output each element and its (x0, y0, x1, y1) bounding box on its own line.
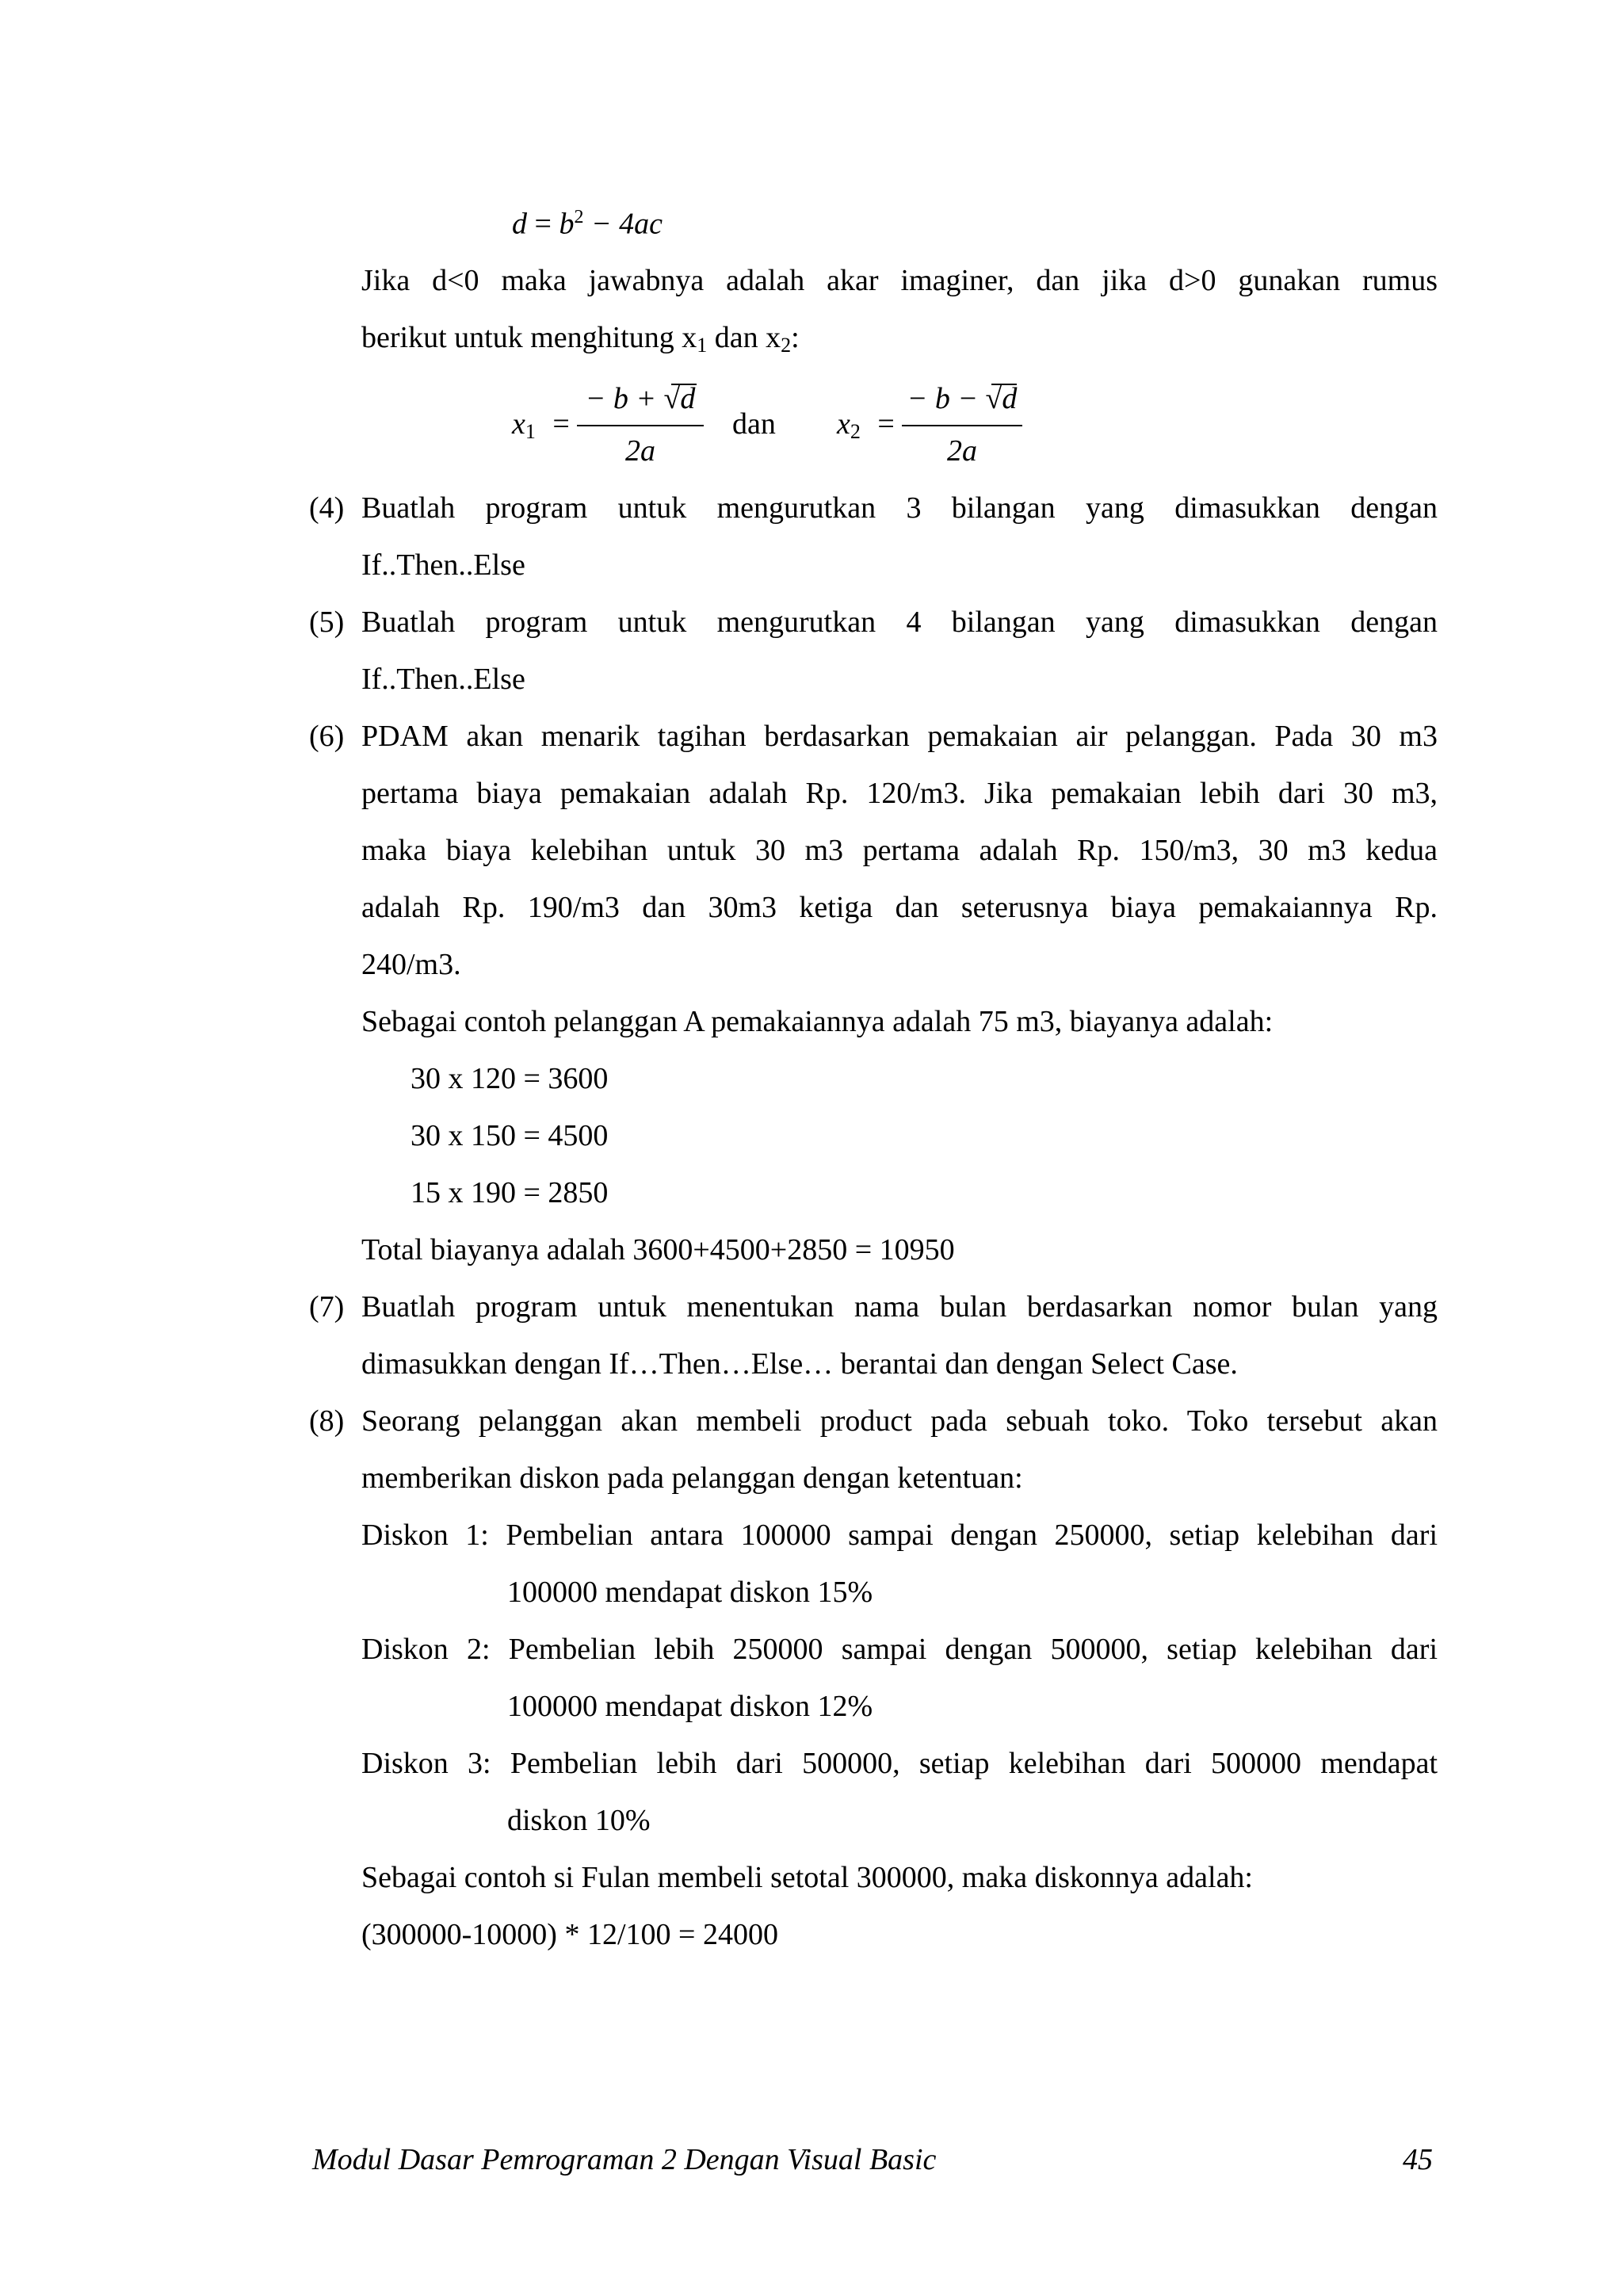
discount-1-line-2: 100000 mendapat diskon 15% (507, 1576, 873, 1609)
x1-label: $x_1$ = (512, 407, 570, 443)
d-symbol: d (512, 207, 527, 241)
discount-2-line-1: Diskon 2: Pembelian lebih 250000 sampai dengan 500000, setiap kelebihan dari (361, 1633, 1438, 1666)
discount-3-line-1: Diskon 3: Pembelian lebih dari 500000, setiap kelebihan dari 500000 mendapat (361, 1747, 1438, 1780)
discount-1-line-1: Diskon 1: Pembelian antara 100000 sampai dengan 250000, setiap kelebihan dari (361, 1519, 1438, 1552)
item-8-number: (8) (309, 1404, 345, 1438)
x2-radical-bar (991, 384, 1017, 385)
item-7-number: (7) (309, 1290, 345, 1324)
footer-title: Modul Dasar Pemrograman 2 Dengan Visual Basic (312, 2143, 937, 2176)
item-4-line-1: Buatlah program untuk mengurutkan 3 bilangan yang dimasukkan dengan (361, 491, 1438, 525)
x2-denominator: 2a (947, 434, 977, 468)
discriminant-formula (512, 208, 663, 239)
item-6-calc-3: 15 x 190 = 2850 (411, 1176, 609, 1209)
item-6-line-3: maka biaya kelebihan untuk 30 m3 pertama adalah Rp. 150/m3, 30 m3 kedua (361, 834, 1438, 867)
item-6-line-5: 240/m3. (361, 948, 461, 981)
exponent: 2 (574, 207, 584, 227)
discount-3-line-2: diskon 10% (507, 1804, 651, 1837)
item-6-calc-1: 30 x 120 = 3600 (411, 1062, 609, 1095)
item-4-line-2: If..Then..Else (361, 548, 525, 582)
intro-line-1: Jika d<0 maka jawabnya adalah akar imaginer, dan jika d>0 gunakan rumus (361, 264, 1438, 297)
x1-radical-bar (671, 384, 697, 385)
item-8-line-1: Seorang pelanggan akan membeli product pada sebuah toko. Toko tersebut akan (361, 1404, 1438, 1438)
item-5-number: (5) (309, 606, 345, 639)
item-6-line-4: adalah Rp. 190/m3 dan 30m3 ketiga dan seterusnya biaya pemakaiannya Rp. (361, 891, 1438, 924)
item-8-example-calc: (300000-10000) * 12/100 = 24000 (361, 1918, 778, 1951)
discount-2-line-2: 100000 mendapat diskon 12% (507, 1690, 873, 1723)
x2-numerator: − b − √d (907, 382, 1018, 415)
x1-numerator: − b + √d (585, 382, 696, 415)
item-6-total: Total biayanya adalah 3600+4500+2850 = 10950 (361, 1233, 955, 1266)
x1-denominator: 2a (625, 434, 655, 468)
equals-sign: = (534, 207, 552, 241)
b-symbol: b (559, 207, 575, 241)
x2-fraction-bar (902, 425, 1022, 426)
item-6-line-1: PDAM akan menarik tagihan berdasarkan pemakaian air pelanggan. Pada 30 m3 (361, 720, 1438, 753)
intro-line-2: berikut untuk menghitung $x_1$ dan $x_2$: (361, 321, 800, 357)
dan-word: dan (732, 407, 776, 441)
item-6-line-2: pertama biaya pemakaian adalah Rp. 120/m3. Jika pemakaian lebih dari 30 m3, (361, 777, 1438, 810)
item-6-calc-2: 30 x 150 = 4500 (411, 1119, 609, 1152)
item-7-line-1: Buatlah program untuk menentukan nama bulan berdasarkan nomor bulan yang (361, 1290, 1438, 1324)
item-5-line-2: If..Then..Else (361, 663, 525, 696)
item-6-example-intro: Sebagai contoh pelanggan A pemakaiannya adalah 75 m3, biayanya adalah: (361, 1005, 1274, 1038)
minus-4ac: − 4ac (590, 207, 663, 241)
item-5-line-1: Buatlah program untuk mengurutkan 4 bilangan yang dimasukkan dengan (361, 606, 1438, 639)
item-4-number: (4) (309, 491, 345, 525)
x2-label: $x_2$ = (837, 407, 895, 443)
item-7-line-2: dimasukkan dengan If…Then…Else… berantai dan dengan Select Case. (361, 1347, 1238, 1381)
page-number: 45 (1403, 2143, 1433, 2176)
item-8-line-2: memberikan diskon pada pelanggan dengan ketentuan: (361, 1461, 1023, 1495)
item-8-example-intro: Sebagai contoh si Fulan membeli setotal 300000, maka diskonnya adalah: (361, 1861, 1253, 1894)
x1-fraction-bar (577, 425, 704, 426)
item-6-number: (6) (309, 720, 345, 753)
